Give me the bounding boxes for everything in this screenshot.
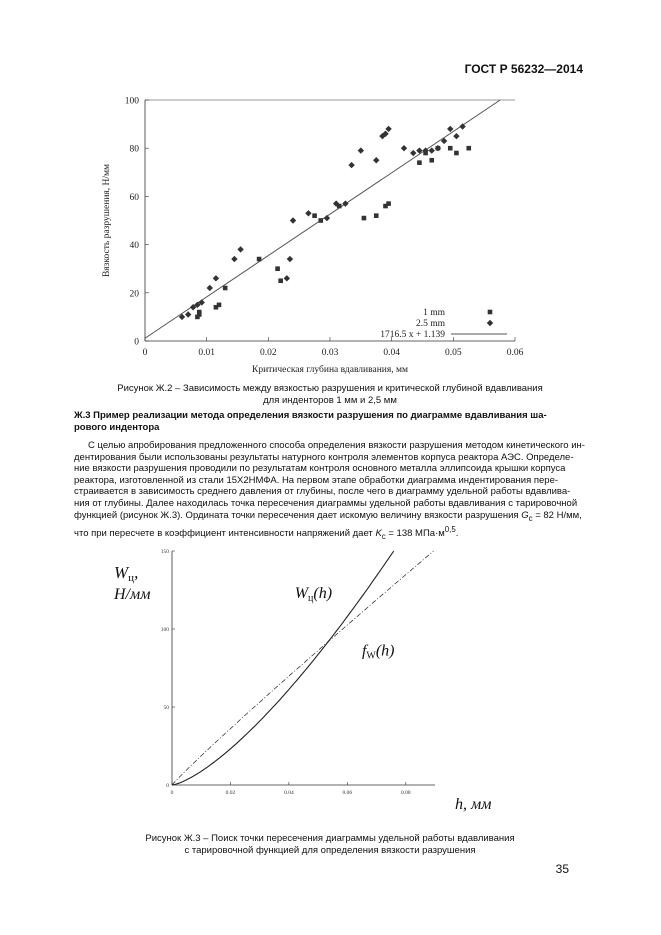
y-tick-label: 150	[160, 549, 169, 555]
y-axis-label: Wц,	[114, 563, 139, 584]
data-point-diamond	[410, 150, 416, 156]
data-point-diamond	[429, 147, 435, 153]
x-tick-label: 0.06	[506, 348, 524, 358]
x-tick-label: 0.02	[260, 348, 277, 358]
work-curve-chart	[100, 545, 520, 835]
x-tick-label: 0.03	[321, 348, 339, 358]
data-point-square	[417, 160, 422, 165]
y-tick-label: 80	[129, 144, 139, 155]
data-point-square	[429, 158, 434, 163]
y-tick-label: 40	[129, 241, 139, 252]
data-point-diamond	[213, 275, 219, 281]
x-tick-label: 0.05	[445, 348, 462, 358]
data-point-diamond	[324, 215, 330, 221]
x-axis-label: Критическая глубина вдавливания, мм	[251, 365, 409, 375]
x-tick-label: 0	[170, 790, 174, 796]
data-point-square	[257, 257, 262, 262]
body-paragraph: С целью апробирования предложенного способа определения вязкости разрушения методом кинетического ин- дентирования были использованы результаты натурного контроля элементов корпуса реактора АЭС. Определе- ние вязкости разрушения проводили по результатам контроля основного металла эллипсоида крышки корпуса реактора, изготовленной из стали 15Х2НМФА. На первом этапе обработки диаграмма индентирования пере- страивается в зависимость среднего давления от глубины, после чего в диаграмму удельной работы вдавлива- ния от глубины. Далее находилась точка пересечения диаграммы удельной работы вдавливания с тарировочной функцией (рисунок Ж.3). Ордината точки пересечения дает искомую величину вязкости разрушения $G_c = 82$ Н/мм, что при пересчете в коэффициент интенсивности напряжений дает $K_c = 138$ $МПа\cdot м^{0,5}$.	[74, 440, 585, 542]
curve-f-label: fW(h)	[361, 642, 395, 662]
data-point-diamond	[207, 285, 213, 291]
data-point-diamond	[284, 275, 290, 281]
y-tick-label: 100	[124, 96, 139, 107]
data-point-diamond	[237, 246, 243, 252]
legend-marker	[488, 310, 493, 315]
data-point-diamond	[287, 256, 293, 262]
curve-w	[172, 551, 394, 785]
y-tick-label: 0	[166, 783, 169, 789]
legend-label: 2.5 mm	[415, 319, 445, 329]
data-point-square	[217, 303, 222, 308]
data-point-square	[466, 146, 471, 151]
scatter-chart	[95, 90, 535, 380]
data-point-square	[362, 216, 367, 221]
data-point-diamond	[373, 157, 379, 163]
data-point-diamond	[447, 126, 453, 132]
data-point-diamond	[305, 210, 311, 216]
y-tick-label: 20	[129, 289, 139, 300]
data-point-square	[223, 286, 228, 291]
data-point-square	[454, 151, 459, 156]
y-axis-label: Вязкость разрушения, Н/мм	[102, 163, 112, 278]
figure-3-caption: Рисунок Ж.3 – Поиск точки пересечения диаграммы удельной работы вдавливания с тарировочной функцией для определения вязкости разрушения	[145, 833, 515, 856]
y-tick-label: 50	[163, 705, 169, 711]
figure-2-caption: Рисунок Ж.2 – Зависимость между вязкостью разрушения и критической глубиной вдавливания для инденторов 1 мм и 2,5 мм	[117, 383, 543, 406]
data-point-square	[374, 213, 379, 218]
data-point-diamond	[185, 311, 191, 317]
data-point-square	[386, 201, 391, 206]
data-point-square	[318, 218, 323, 223]
legend-marker	[487, 320, 493, 326]
document-code: ГОСТ Р 56232—2014	[464, 62, 583, 76]
page-number: 35	[555, 862, 569, 876]
data-point-diamond	[401, 145, 407, 151]
legend-label: 1 mm	[423, 308, 445, 318]
x-tick-label: 0.02	[225, 790, 236, 796]
data-point-diamond	[290, 217, 296, 223]
x-tick-label: 0	[142, 348, 148, 358]
y-tick-label: 60	[129, 192, 139, 203]
data-point-diamond	[231, 256, 237, 262]
y-tick-label: 0	[134, 337, 139, 348]
y-tick-label: 100	[160, 627, 169, 633]
data-point-square	[448, 146, 453, 151]
data-point-square	[278, 278, 283, 283]
section-title: Ж.3 Пример реализации метода определения вязкости разрушения по диаграмме вдавливания ша- рового индентора	[74, 410, 547, 433]
curve-w-label: Wц(h)	[294, 584, 333, 604]
data-point-diamond	[385, 126, 391, 132]
legend-label: 1716.5 x + 1.139	[380, 330, 445, 340]
x-tick-label: 0.08	[400, 790, 411, 796]
data-point-diamond	[348, 162, 354, 168]
data-point-square	[197, 310, 202, 315]
data-point-diamond	[453, 133, 459, 139]
x-tick-label: 0.01	[198, 348, 215, 358]
data-point-square	[312, 213, 317, 218]
data-point-square	[275, 266, 280, 271]
x-tick-label: 0.04	[383, 348, 400, 358]
data-point-diamond	[358, 147, 364, 153]
x-tick-label: 0.06	[342, 790, 353, 796]
x-axis-label: h, мм	[455, 796, 492, 813]
y-axis-unit: Н/мм	[114, 586, 151, 603]
x-tick-label: 0.04	[284, 790, 294, 796]
